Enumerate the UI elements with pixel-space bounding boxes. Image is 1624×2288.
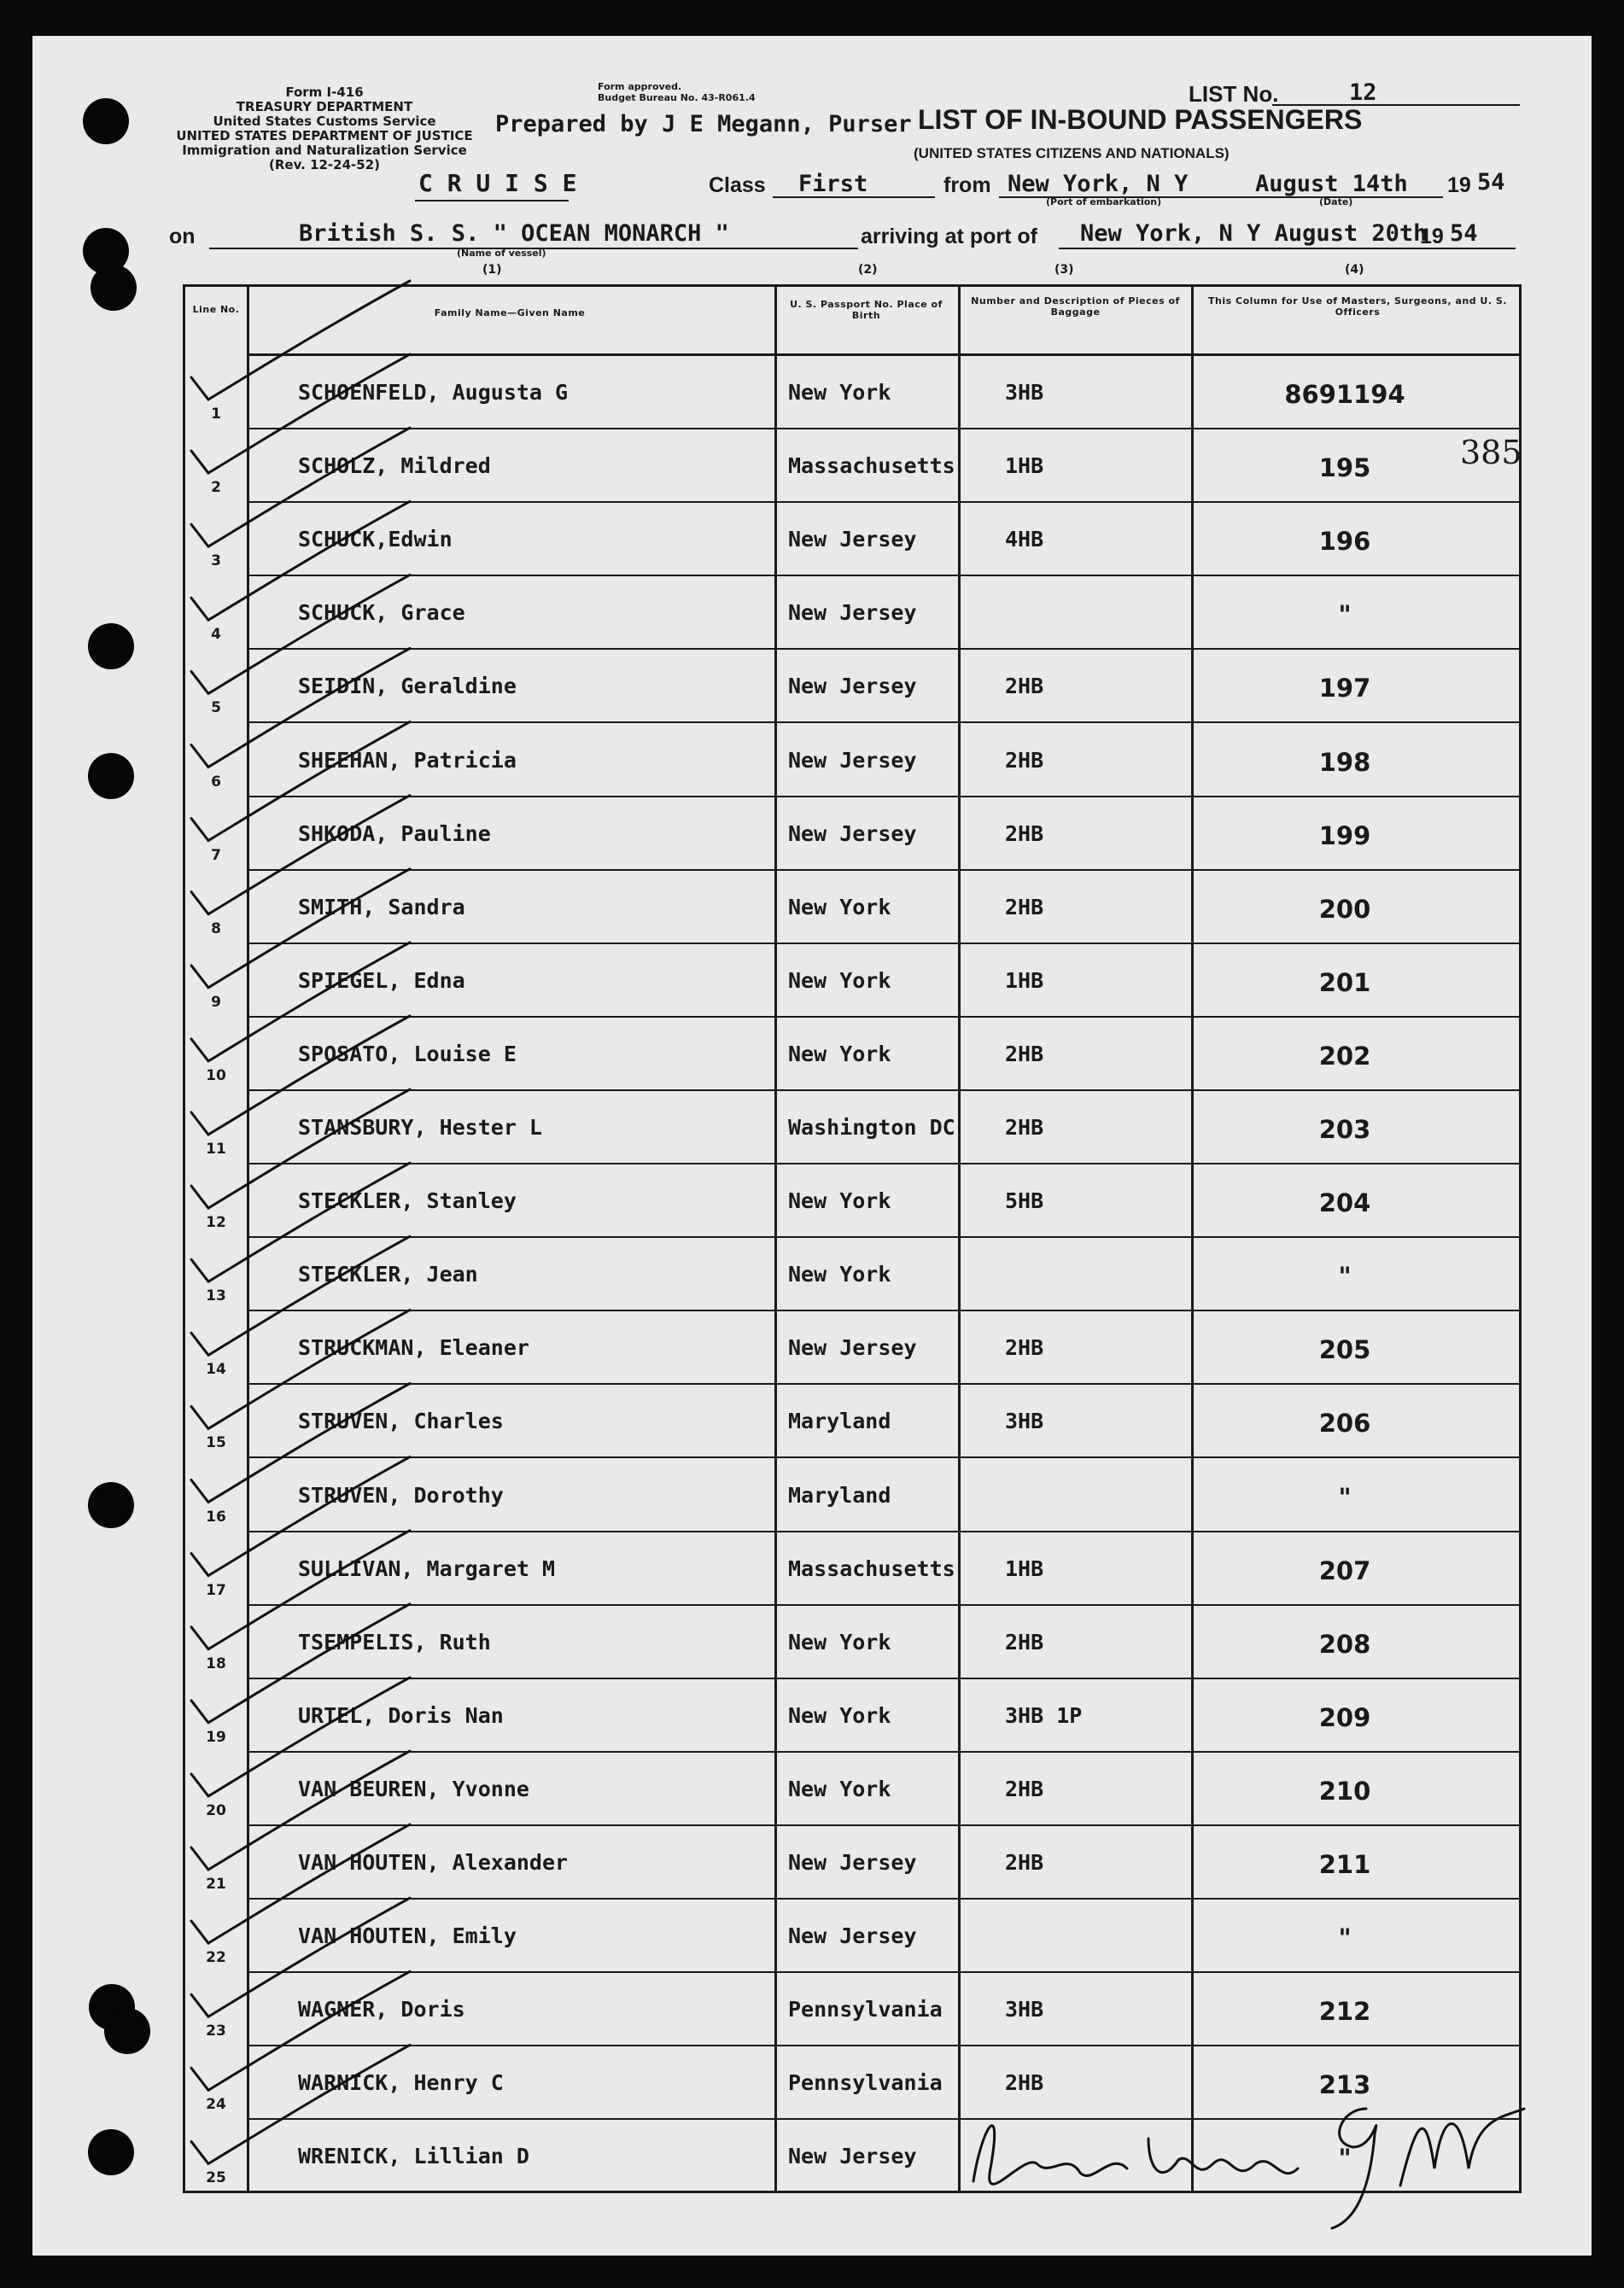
check-mark xyxy=(191,1089,410,1208)
year-prefix: 19 xyxy=(1447,173,1471,197)
place-of-birth: New Jersey xyxy=(788,1923,917,1949)
check-mark xyxy=(191,2045,410,2163)
baggage-count: 2HB xyxy=(1005,1850,1044,1875)
line-number: 5 xyxy=(211,699,221,717)
place-of-birth: Washington DC xyxy=(788,1115,955,1140)
passenger-name: WRENICK, Lillian D xyxy=(298,2144,529,2169)
check-mark xyxy=(191,1751,410,1870)
certificate-number: " xyxy=(1338,1923,1352,1953)
baggage-count: 2HB xyxy=(1005,1335,1044,1361)
passenger-name: SCHOENFELD, Augusta G xyxy=(298,380,569,405)
passenger-name: SPOSATO, Louise E xyxy=(298,1041,517,1066)
place-of-birth: New Jersey xyxy=(788,600,917,626)
year-suffix: 54 xyxy=(1477,169,1505,196)
certificate-number: 208 xyxy=(1318,1629,1371,1659)
place-of-birth: New York xyxy=(788,1188,891,1214)
certificate-number: 205 xyxy=(1318,1335,1371,1365)
place-of-birth: New York xyxy=(788,1702,891,1728)
check-mark xyxy=(191,1236,410,1355)
line-number: 12 xyxy=(206,1214,226,1232)
place-of-birth: New Jersey xyxy=(788,1335,917,1361)
check-mark xyxy=(191,796,410,914)
list-no-value: 12 xyxy=(1349,79,1377,106)
certificate-number: 200 xyxy=(1318,894,1371,924)
line-number: 19 xyxy=(206,1728,226,1746)
check-mark xyxy=(191,869,410,988)
certificate-number: 209 xyxy=(1318,1702,1371,1732)
certificate-number: 8691194 xyxy=(1284,380,1405,409)
col-header-name: Family Name—Given Name xyxy=(434,307,586,318)
baggage-count: 2HB xyxy=(1005,1629,1044,1655)
check-mark xyxy=(191,1971,410,2090)
line-number: 13 xyxy=(206,1287,226,1305)
col-number-3: (3) xyxy=(1054,263,1074,277)
check-mark xyxy=(191,428,410,546)
baggage-count: 2HB xyxy=(1005,1776,1044,1801)
certificate-number: 197 xyxy=(1318,674,1371,703)
place-of-birth: New York xyxy=(788,1041,891,1066)
check-mark xyxy=(191,354,410,473)
check-mark xyxy=(191,1824,410,1943)
place-of-birth: Maryland xyxy=(788,1482,891,1508)
certificate-number: 195 xyxy=(1318,453,1371,483)
passenger-name: SMITH, Sandra xyxy=(298,894,465,919)
certificate-number: 210 xyxy=(1318,1776,1371,1806)
form-number: Form I-416 xyxy=(285,85,364,100)
line-number: 25 xyxy=(206,2169,226,2187)
baggage-count: 1HB xyxy=(1005,1555,1044,1581)
arrival-year-suffix: 54 xyxy=(1450,220,1478,247)
port-caption: (Port of embarkation) xyxy=(1046,196,1162,207)
place-of-birth: New York xyxy=(788,1629,891,1655)
certificate-number: " xyxy=(1338,2144,1352,2174)
on-label: on xyxy=(169,225,196,248)
col-number-2: (2) xyxy=(858,263,878,277)
baggage-count: 2HB xyxy=(1005,2070,1044,2096)
date-caption: (Date) xyxy=(1319,196,1353,207)
baggage-count: 3HB xyxy=(1005,380,1044,405)
ins-label: Immigration and Naturalization Service xyxy=(182,143,467,158)
line-number: 10 xyxy=(206,1066,226,1084)
place-of-birth: New Jersey xyxy=(788,527,917,552)
check-mark xyxy=(191,1384,410,1503)
baggage-count: 1HB xyxy=(1005,453,1044,479)
passenger-name: STRUCKMAN, Eleaner xyxy=(298,1335,529,1361)
col-number-1: (1) xyxy=(482,263,502,277)
list-no-label: LIST No. xyxy=(1189,81,1279,107)
passenger-name: SCHOLZ, Mildred xyxy=(298,453,491,479)
passenger-name: VAN BEUREN, Yvonne xyxy=(298,1776,529,1801)
line-number: 1 xyxy=(211,406,221,423)
baggage-count: 2HB xyxy=(1005,747,1044,773)
page-title: LIST OF IN-BOUND PASSENGERS xyxy=(918,104,1363,135)
passenger-name: STECKLER, Jean xyxy=(298,1262,478,1287)
passenger-name: VAN HOUTEN, Emily xyxy=(298,1923,517,1949)
place-of-birth: Massachusetts xyxy=(788,453,955,479)
place-of-birth: New Jersey xyxy=(788,1850,917,1875)
check-mark xyxy=(191,281,410,400)
place-of-birth: New York xyxy=(788,1776,891,1801)
line-number: 11 xyxy=(206,1141,226,1159)
vessel-caption: (Name of vessel) xyxy=(457,248,546,259)
baggage-count: 4HB xyxy=(1005,527,1044,552)
line-number: 14 xyxy=(206,1361,226,1379)
margin-note: 385 xyxy=(1460,434,1522,471)
col-header-officials: This Column for Use of Masters, Surgeons, and U. S. Officers xyxy=(1208,295,1507,318)
baggage-count: 2HB xyxy=(1005,1115,1044,1140)
certificate-number: " xyxy=(1338,1482,1352,1512)
baggage-count: 5HB xyxy=(1005,1188,1044,1214)
certificate-number: 198 xyxy=(1318,747,1371,777)
revision-label: (Rev. 12-24-52) xyxy=(269,157,380,172)
place-of-birth: Pennsylvania xyxy=(788,2070,943,2096)
check-mark xyxy=(191,1310,410,1428)
col-number-4: (4) xyxy=(1345,263,1364,277)
cruise-stamp: C R U I S E xyxy=(418,169,577,197)
place-of-birth: New York xyxy=(788,380,891,405)
baggage-count: 3HB xyxy=(1005,1409,1044,1434)
certificate-number: " xyxy=(1338,1262,1352,1292)
baggage-count: 2HB xyxy=(1005,894,1044,919)
baggage-count: 1HB xyxy=(1005,967,1044,993)
passenger-name: STRUVEN, Charles xyxy=(298,1409,504,1434)
place-of-birth: New Jersey xyxy=(788,747,917,773)
check-mark xyxy=(191,649,410,768)
approval-label: Form approved. xyxy=(598,81,682,92)
place-of-birth: New Jersey xyxy=(788,2144,917,2169)
line-number: 4 xyxy=(211,626,221,644)
check-mark xyxy=(191,943,410,1061)
passenger-name: SCHUCK, Grace xyxy=(298,600,465,626)
from-value: New York, N Y xyxy=(1008,171,1189,197)
line-number: 22 xyxy=(206,1949,226,1967)
passenger-name: SCHUCK,Edwin xyxy=(298,527,453,552)
prepared-by: Prepared by J E Megann, Purser xyxy=(495,111,912,137)
line-number: 23 xyxy=(206,2022,226,2040)
check-mark xyxy=(191,575,410,693)
line-number: 24 xyxy=(206,2096,226,2114)
place-of-birth: New York xyxy=(788,967,891,993)
customs-label: United States Customs Service xyxy=(213,114,436,129)
signature xyxy=(973,2109,1524,2228)
justice-label: UNITED STATES DEPARTMENT OF JUSTICE xyxy=(176,128,473,143)
check-mark xyxy=(191,1898,410,2017)
baggage-count: 2HB xyxy=(1005,674,1044,699)
line-number: 18 xyxy=(206,1655,226,1672)
line-number: 17 xyxy=(206,1581,226,1599)
passenger-name: STRUVEN, Dorothy xyxy=(298,1482,504,1508)
place-of-birth: Maryland xyxy=(788,1409,891,1434)
passenger-name: STANSBURY, Hester L xyxy=(298,1115,542,1140)
certificate-number: " xyxy=(1338,600,1352,630)
check-mark xyxy=(191,501,410,620)
col-header-baggage: Number and Description of Pieces of Baggage xyxy=(971,295,1180,318)
check-marks xyxy=(191,281,410,2163)
place-of-birth: Pennsylvania xyxy=(788,1997,943,2022)
passenger-name: SHEEHAN, Patricia xyxy=(298,747,517,773)
line-number: 7 xyxy=(211,846,221,864)
check-mark xyxy=(191,1604,410,1723)
certificate-number: 199 xyxy=(1318,820,1371,850)
arrival-year-prefix: 19 xyxy=(1420,225,1444,248)
budget-label: Budget Bureau No. 43-R061.4 xyxy=(598,92,756,103)
certificate-number: 211 xyxy=(1318,1850,1371,1879)
arriving-label: arriving at port of xyxy=(861,225,1037,248)
passenger-name: STECKLER, Stanley xyxy=(298,1188,517,1214)
place-of-birth: Massachusetts xyxy=(788,1555,955,1581)
baggage-count: 3HB 1P xyxy=(1005,1702,1083,1728)
passenger-name: URTEL, Doris Nan xyxy=(298,1702,504,1728)
vessel-name: British S. S. " OCEAN MONARCH " xyxy=(299,220,729,247)
passenger-name: WAGNER, Doris xyxy=(298,1997,465,2022)
check-mark xyxy=(191,1457,410,1576)
class-label: Class xyxy=(709,173,766,197)
line-number: 9 xyxy=(211,993,221,1011)
check-mark xyxy=(191,722,410,841)
line-number: 8 xyxy=(211,919,221,937)
certificate-number: 212 xyxy=(1318,1997,1371,2027)
check-mark xyxy=(191,1531,410,1649)
line-number: 3 xyxy=(211,552,221,570)
baggage-count: 2HB xyxy=(1005,820,1044,846)
baggage-count: 3HB xyxy=(1005,1997,1044,2022)
check-mark xyxy=(191,1678,410,1796)
certificate-number: 203 xyxy=(1318,1115,1371,1144)
passenger-name: TSEMPELIS, Ruth xyxy=(298,1629,491,1655)
line-number: 21 xyxy=(206,1876,226,1894)
check-mark xyxy=(191,1163,410,1281)
passenger-name: SPIEGEL, Edna xyxy=(298,967,465,993)
passenger-name: WARNICK, Henry C xyxy=(298,2070,504,2096)
certificate-number: 204 xyxy=(1318,1188,1371,1218)
place-of-birth: New Jersey xyxy=(788,820,917,846)
line-number: 15 xyxy=(206,1434,226,1452)
certificate-number: 196 xyxy=(1318,527,1371,557)
place-of-birth: New York xyxy=(788,1262,891,1287)
passenger-name: SHKODA, Pauline xyxy=(298,820,491,846)
place-of-birth: New York xyxy=(788,894,891,919)
line-number: 2 xyxy=(211,479,221,497)
passenger-name: SEIDIN, Geraldine xyxy=(298,674,517,699)
certificate-number: 206 xyxy=(1318,1409,1371,1439)
certificate-number: 202 xyxy=(1318,1041,1371,1071)
passenger-name: SULLIVAN, Margaret M xyxy=(298,1555,556,1581)
passenger-name: VAN HOUTEN, Alexander xyxy=(298,1850,569,1875)
certificate-number: 201 xyxy=(1318,967,1371,997)
arrival-port: New York, N Y August 20th xyxy=(1080,220,1428,247)
col-header-line-no: Line No. xyxy=(192,304,240,315)
from-label: from xyxy=(943,173,991,197)
class-value: First xyxy=(798,171,868,197)
certificate-number: 207 xyxy=(1318,1555,1371,1585)
signature-text: Insp Singer 9 ANY xyxy=(957,2175,965,2176)
baggage-count: 2HB xyxy=(1005,1041,1044,1066)
from-date: August 14th xyxy=(1255,171,1408,197)
line-number: 16 xyxy=(206,1508,226,1526)
check-mark xyxy=(191,1016,410,1135)
line-number: 6 xyxy=(211,773,221,791)
col-header-passport: U. S. Passport No. Place of Birth xyxy=(790,299,943,321)
treasury-label: TREASURY DEPARTMENT xyxy=(236,99,413,114)
line-number: 20 xyxy=(206,1801,226,1819)
certificate-number: 213 xyxy=(1318,2070,1371,2100)
place-of-birth: New Jersey xyxy=(788,674,917,699)
page-subtitle: (UNITED STATES CITIZENS AND NATIONALS) xyxy=(914,145,1230,161)
